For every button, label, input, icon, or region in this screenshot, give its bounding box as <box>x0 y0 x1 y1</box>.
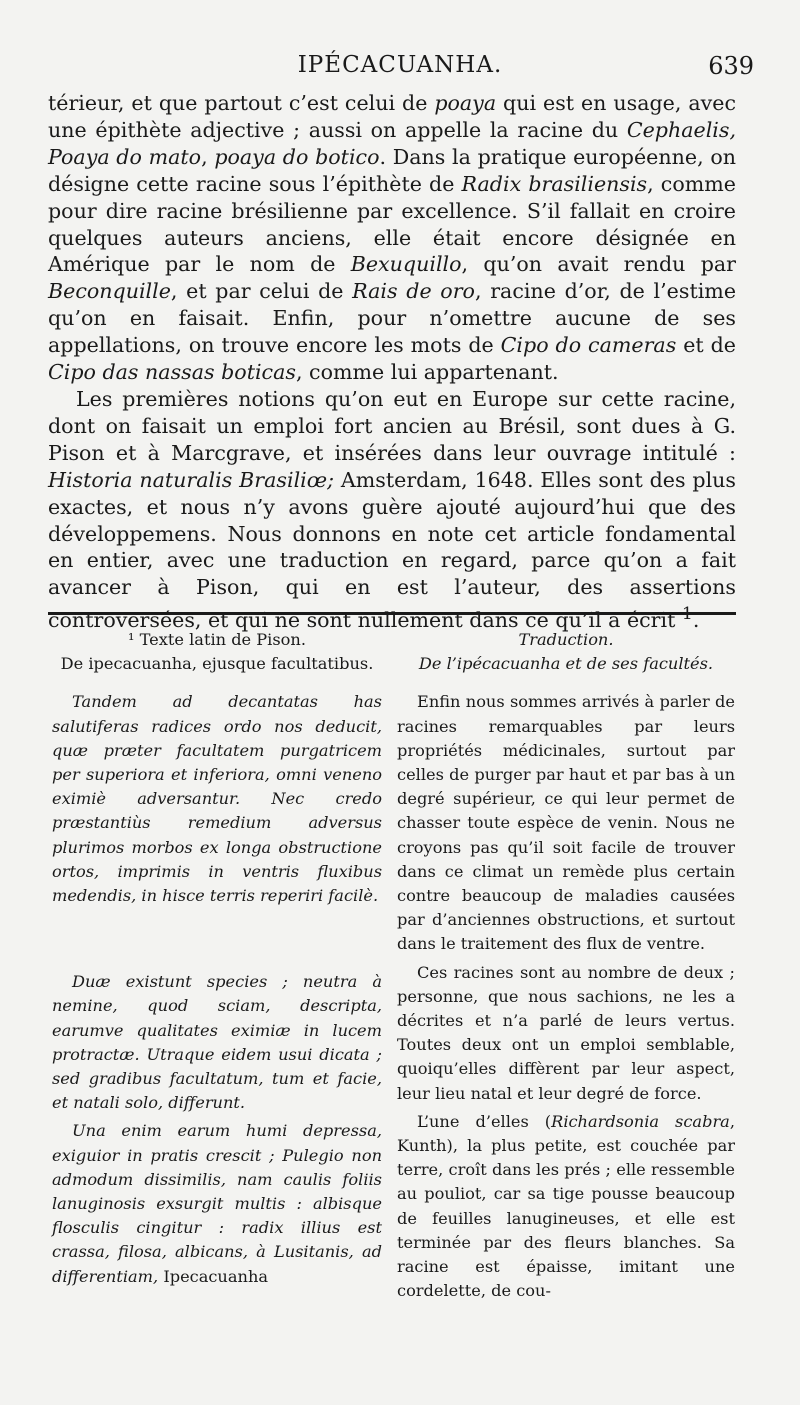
footnote-latin-heading: ¹ Texte latin de Pison. <box>128 630 306 649</box>
footnote-latin-subheading: De ipecacuanha, ejusque facultatibus. <box>60 654 374 674</box>
paragraph-1: térieur, et que partout c’est celui de poaya qui est en usage, avec une épithète adjective ; aussi on appelle la racine du Cephaelis, Poaya do mato, poaya do botico. Dans la pratique européenne, on désigne cette racine sous l’épithète de Radix brasiliensis, comme pour dire racine brésilienne par excellence. S’il fallait en croire quelques auteurs anciens, elle était encore désignée en Amérique par le nom de Bexuquillo, qu’on avait rendu par Beconquille, et par celui de Rais de oro, racine d’or, de l’estime qu’on en faisait. Enfin, pour n’omettre aucune de ses appellations, on trouve encore les mots de Cipo do cameras et de Cipo das nassas boticas, comme lui appartenant. <box>48 91 737 385</box>
translation-paragraph-1: Enfin nous sommes arrivés à parler de racines remarquables par leurs propriétés médicinales, surtout par celles de purger par haut et par bas à un degré supérieur, ce qui leur permet de chasser toute espèce de venin. Nous ne croyons pas qu’il soit facile de trouver dans ce climat un remède plus certain contre beaucoup de maladies causées par d’anciennes obstructions, et surtout dans le traitement des flux de ventre. <box>397 692 735 954</box>
footnote-latin-column <box>52 628 382 1289</box>
latin-paragraph-2: Duæ existunt species ; neutra à nemine, quod sciam, descripta, earumve qualitates eximiæ in lucem protractæ. Utraque eidem usui dicata ; sed gradibus facultatum, tum et facie, et natali solo, differunt. <box>52 972 382 1113</box>
footnote-translation-heading: Traduction. <box>518 630 614 649</box>
footnote-rule <box>48 612 736 615</box>
latin-paragraph-1: Tandem ad decantatas has salutiferas radices ordo nos deducit, quæ præter facultatem purgatricem per superiora et inferiora, omni veneno eximiè adversantur. Nec credo præstantiùs remedium adversus plurimos morbos ex longa obstructione ortos, imprimis in ventris fluxibus medendis, in hisce terris reperiri facilè. <box>52 692 382 906</box>
footnote-translation-subheading: De l’ipécacuanha et de ses facultés. <box>418 654 714 674</box>
footnote-translation-column <box>397 628 735 1303</box>
main-text <box>48 90 736 634</box>
latin-paragraph-3: Una enim earum humi depressa, exiguior in pratis crescit ; Pulegio non admodum dissimilis, nam caulis foliis lanuginosis exsurgit multis : albisque flosculis cingitur : radix illius est crassa, filosa, albicans, à Lusitanis, ad differentiam, Ipecacuanha <box>52 1121 382 1286</box>
translation-paragraph-3: L’une d’elles (Richardsonia scabra, Kunth), la plus petite, est couchée par terre, croît dans les prés ; elle ressemble au pouliot, car sa tige pousse beaucoup de feuilles lanugineuses, et elle est terminée par des fleurs blanches. Sa racine est épaisse, imitant une cordelette, de cou- <box>397 1111 735 1301</box>
translation-paragraph-2: Ces racines sont au nombre de deux ; personne, que nous sachions, ne les a décrites et n’a parlé de leurs vertus. Toutes deux ont un emploi semblable, quoiqu’elles diffèrent par leur aspect, leur lieu natal et leur degré de force. <box>397 962 735 1103</box>
running-title: IPÉCACUANHA. <box>297 52 503 78</box>
page-number: 639 <box>708 52 754 80</box>
paragraph-2: Les premières notions qu’on eut en Europe sur cette racine, dont on faisait un emploi fort ancien au Brésil, sont dues à G. Pison et à Marcgrave, et insérées dans leur ouvrage intitulé : Historia naturalis Brasiliœ; Amsterdam, 1648. Elles sont des plus exactes, et nous n’y avons guère ajouté aujourd’hui que des développemens. Nous donnons en note cet article fondamental en entier, avec une traduction en regard, parce qu’on a fait avancer à Pison, qui en est l’auteur, des assertions controversées, et qui ne sont nullement dans ce qu’il a écrit $^1$. <box>48 386 736 633</box>
footnote-marker: 1 <box>681 604 693 625</box>
